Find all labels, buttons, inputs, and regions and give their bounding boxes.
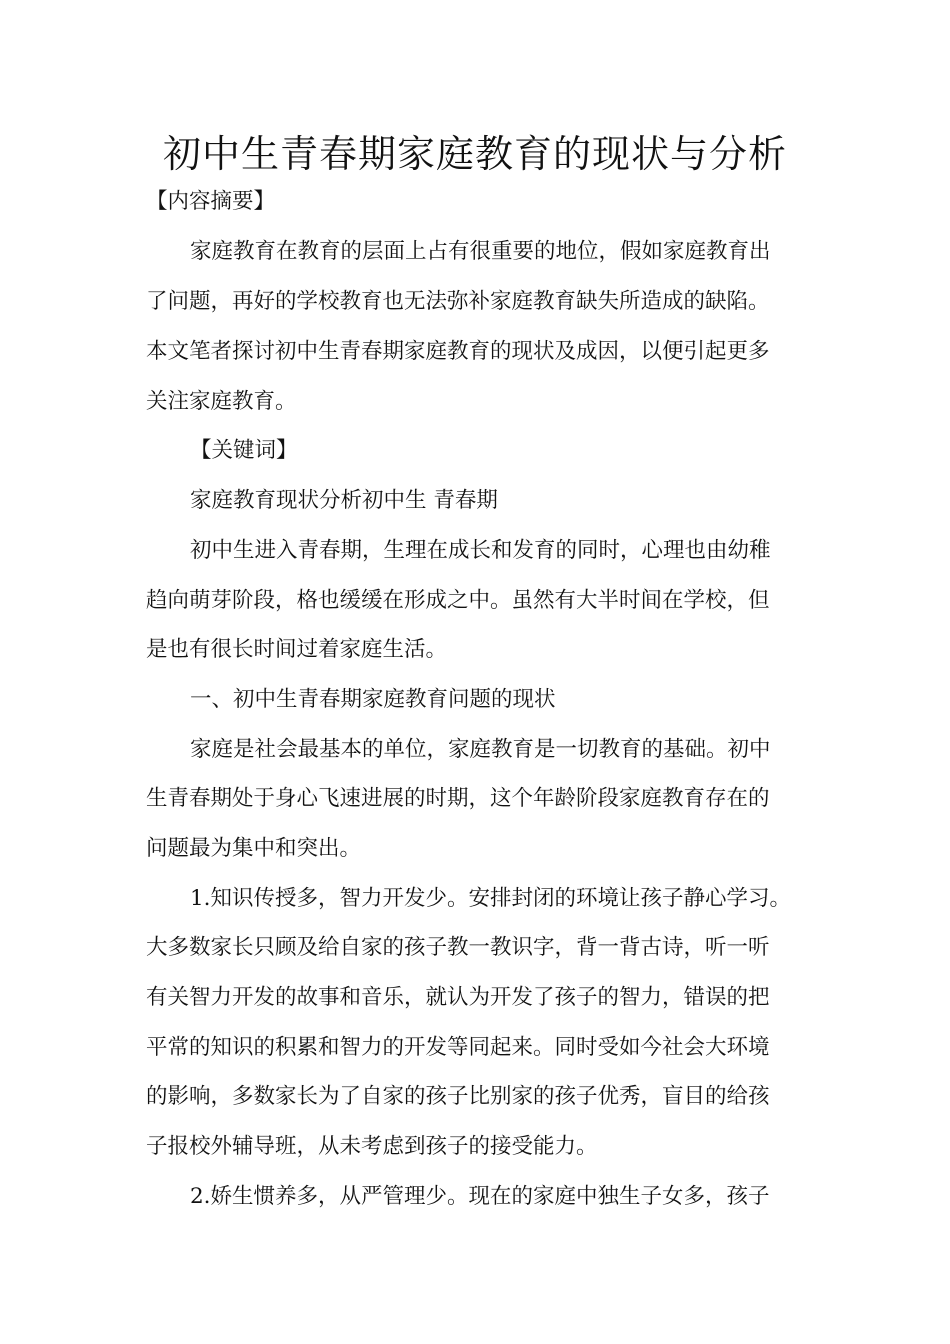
body-line: 有关智力开发的故事和音乐，就认为开发了孩子的智力，错误的把 [146,985,770,1010]
body-line: 问题最为集中和突出。 [146,836,362,861]
body-line: 家庭是社会最基本的单位，家庭教育是一切教育的基础。初中 [190,737,771,762]
keywords-heading: 【关键词】 [190,438,298,463]
abstract-heading: 【内容摘要】 [146,189,276,214]
body-line: 是也有很长时间过着家庭生活。 [146,637,448,662]
body-line: 平常的知识的积累和智力的开发等同起来。同时受如今社会大环境 [146,1035,770,1060]
document-title: 初中生青春期家庭教育的现状与分析 [162,132,787,176]
keywords-text: 家庭教育现状分析初中生 青春期 [190,488,498,513]
body-line: 关注家庭教育。 [146,389,297,414]
body-line: 趋向萌芽阶段，格也缓缓在形成之中。虽然有大半时间在学校，但 [146,588,770,613]
body-line: 初中生进入青春期，生理在成长和发育的同时，心理也由幼稚 [190,538,771,563]
body-line: 子报校外辅导班，从未考虑到孩子的接受能力。 [146,1134,598,1159]
body-line: 的影响，多数家长为了自家的孩子比别家的孩子优秀，盲目的给孩 [146,1084,770,1109]
body-line: 1.知识传授多，智力开发少。安排封闭的环境让孩子静心学习。 [190,886,792,911]
section-heading: 一、初中生青春期家庭教育问题的现状 [190,687,556,712]
body-line: 2.娇生惯养多，从严管理少。现在的家庭中独生子女多，孩子 [190,1184,770,1209]
body-line: 家庭教育在教育的层面上占有很重要的地位，假如家庭教育出 [190,239,771,264]
body-line: 生青春期处于身心飞速进展的时期，这个年龄阶段家庭教育存在的 [146,786,770,811]
body-line: 了问题，再好的学校教育也无法弥补家庭教育缺失所造成的缺陷。 [146,289,770,314]
body-line: 本文笔者探讨初中生青春期家庭教育的现状及成因，以便引起更多 [146,339,770,364]
body-line: 大多数家长只顾及给自家的孩子教一教识字，背一背古诗，听一听 [146,935,770,960]
